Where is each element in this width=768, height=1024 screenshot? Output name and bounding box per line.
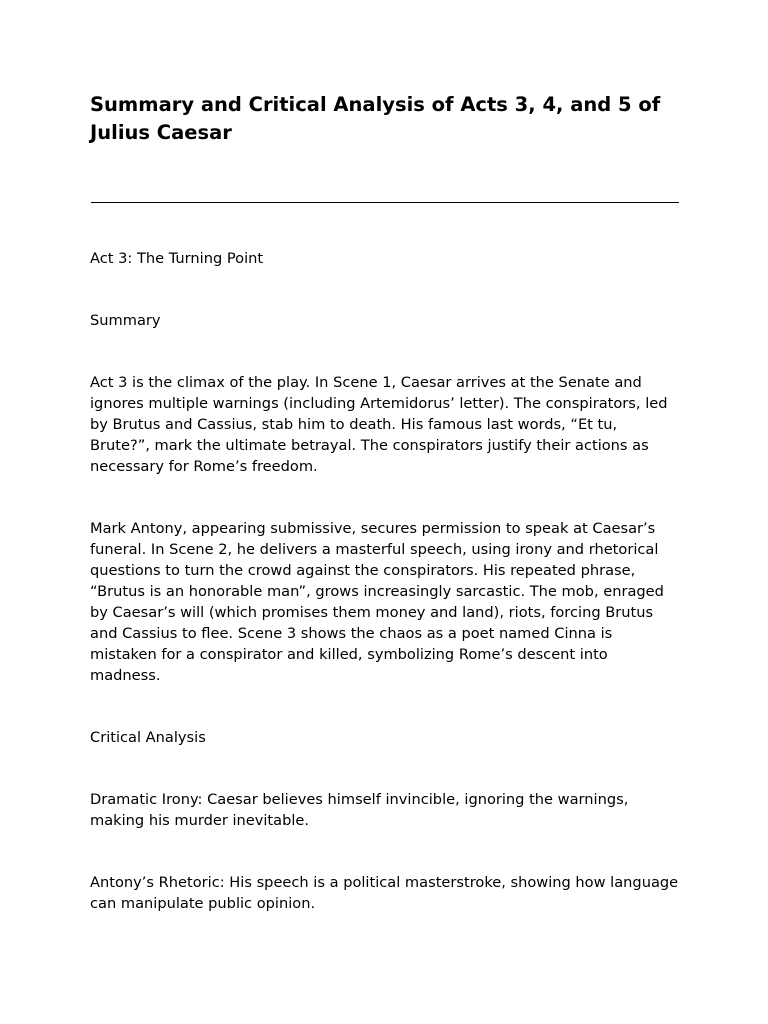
summary-paragraph: Mark Antony, appearing submissive, secures permission to speak at Caesar’s funeral. In Scene 2, he delivers a masterful speech, using irony and rhetorical questions to turn the crowd against the conspirators. His repeated phrase, “Brutus is an honorable man”, grows increasingly sarcastic. The mob, enraged by Caesar’s will (which promises them money and land), riots, forcing Brutus and Cassius to flee. Scene 3 shows the chaos as a poet named Cinna is mistaken for a conspirator and killed, symbolizing Rome’s descent into madness.	[90, 520, 664, 684]
summary-paragraph: Act 3 is the climax of the play. In Scene 1, Caesar arrives at the Senate and ignores multiple warnings (including Artemidorus’ letter). The conspirators, led by Brutus and Cassius, stab him to death. His famous last words, “Et tu, Brute?”, mark the ultimate betrayal. The conspirators justify their actions as necessary for Rome’s freedom.	[90, 374, 668, 475]
summary-heading: Summary	[90, 312, 161, 329]
analysis-paragraph-irony: Dramatic Irony: Caesar believes himself invincible, ignoring the warnings, making his murder inevitable.	[90, 791, 629, 829]
document-page	[90, 91, 680, 914]
horizontal-divider	[91, 202, 679, 203]
analysis-paragraph-rhetoric: Antony’s Rhetoric: His speech is a political masterstroke, showing how language can manipulate public opinion.	[90, 874, 679, 912]
document-title: Summary and Critical Analysis of Acts 3, 4, and 5 of Julius Caesar	[90, 93, 661, 144]
act3-heading: Act 3: The Turning Point	[90, 250, 264, 267]
analysis-heading: Critical Analysis	[90, 729, 206, 746]
